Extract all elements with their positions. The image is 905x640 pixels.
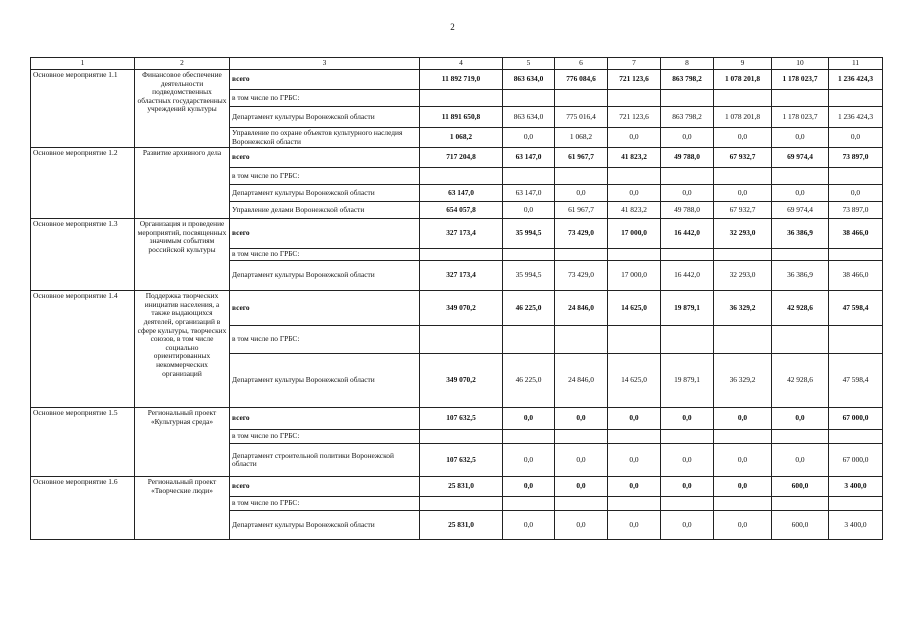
value-cell: 0,0 (503, 477, 555, 497)
value-cell: 47 598,4 (829, 291, 883, 326)
value-cell: 14 625,0 (608, 291, 661, 326)
value-cell: 600,0 (772, 511, 829, 540)
value-cell: 0,0 (829, 185, 883, 202)
value-cell (555, 326, 608, 354)
value-cell: 0,0 (503, 444, 555, 477)
value-cell: 19 879,1 (661, 354, 714, 408)
value-cell (661, 90, 714, 107)
value-cell: 327 173,4 (420, 261, 503, 291)
value-cell (829, 430, 883, 444)
value-cell: 35 994,5 (503, 261, 555, 291)
column-header: 8 (661, 58, 714, 70)
value-cell: 721 123,6 (608, 70, 661, 90)
value-cell: 11 892 719,0 (420, 70, 503, 90)
column-header: 6 (555, 58, 608, 70)
value-cell: 107 632,5 (420, 444, 503, 477)
event-name: Региональный проект «Культурная среда» (135, 408, 230, 477)
value-cell (829, 168, 883, 185)
value-cell: 1 068,2 (420, 128, 503, 148)
value-cell: 0,0 (661, 408, 714, 430)
value-cell (608, 249, 661, 261)
value-cell: 0,0 (608, 477, 661, 497)
value-cell: 17 000,0 (608, 219, 661, 249)
value-cell (608, 326, 661, 354)
value-cell: 1 236 424,3 (829, 107, 883, 128)
funding-source: Управление по охране объектов культурного наследия Воронежской области (230, 128, 420, 148)
value-cell: 16 442,0 (661, 219, 714, 249)
value-cell (714, 326, 772, 354)
table-row (31, 477, 883, 497)
value-cell (714, 430, 772, 444)
value-cell: 0,0 (555, 477, 608, 497)
value-cell: 67 000,0 (829, 444, 883, 477)
value-cell: 73 897,0 (829, 202, 883, 219)
value-cell (420, 168, 503, 185)
value-cell: 721 123,6 (608, 107, 661, 128)
value-cell: 0,0 (661, 185, 714, 202)
value-cell: 16 442,0 (661, 261, 714, 291)
table-row (31, 291, 883, 326)
event-name: Региональный проект «Творческие люди» (135, 477, 230, 540)
funding-source: Департамент культуры Воронежской области (230, 511, 420, 540)
header-row (31, 58, 883, 70)
event-name: Поддержка творческих инициатив населения, а также выдающихся деятелей, организаций в сфере культуры, творческих союзов, в том числе социально ориентированных некоммерческих организаций (135, 291, 230, 408)
value-cell: 35 994,5 (503, 219, 555, 249)
value-cell: 32 293,0 (714, 219, 772, 249)
value-cell: 47 598,4 (829, 354, 883, 408)
value-cell: 25 831,0 (420, 511, 503, 540)
value-cell: 69 974,4 (772, 202, 829, 219)
value-cell (555, 430, 608, 444)
value-cell (829, 249, 883, 261)
column-header: 5 (503, 58, 555, 70)
value-cell: 67 000,0 (829, 408, 883, 430)
value-cell: 0,0 (714, 444, 772, 477)
funding-source: в том числе по ГРБС: (230, 168, 420, 185)
value-cell (555, 168, 608, 185)
value-cell (829, 326, 883, 354)
value-cell: 73 429,0 (555, 261, 608, 291)
value-cell: 0,0 (555, 511, 608, 540)
value-cell: 0,0 (772, 444, 829, 477)
value-cell: 63 147,0 (420, 185, 503, 202)
value-cell (829, 497, 883, 511)
value-cell: 0,0 (555, 444, 608, 477)
value-cell: 717 204,8 (420, 148, 503, 168)
funding-source: Департамент культуры Воронежской области (230, 107, 420, 128)
value-cell (608, 168, 661, 185)
funding-source: Департамент культуры Воронежской области (230, 354, 420, 408)
funding-source: в том числе по ГРБС: (230, 249, 420, 261)
value-cell: 73 897,0 (829, 148, 883, 168)
value-cell (503, 430, 555, 444)
column-header: 10 (772, 58, 829, 70)
value-cell: 42 928,6 (772, 291, 829, 326)
value-cell: 61 967,7 (555, 148, 608, 168)
value-cell: 46 225,0 (503, 291, 555, 326)
value-cell: 24 846,0 (555, 291, 608, 326)
column-header: 1 (31, 58, 135, 70)
event-label: Основное мероприятие 1.2 (31, 148, 135, 219)
value-cell: 0,0 (503, 128, 555, 148)
value-cell (608, 90, 661, 107)
value-cell: 36 386,9 (772, 261, 829, 291)
funding-source: всего (230, 408, 420, 430)
funding-source: всего (230, 291, 420, 326)
value-cell: 38 466,0 (829, 261, 883, 291)
value-cell (420, 249, 503, 261)
value-cell (772, 90, 829, 107)
value-cell: 0,0 (608, 128, 661, 148)
column-header: 7 (608, 58, 661, 70)
value-cell (503, 326, 555, 354)
value-cell (772, 430, 829, 444)
column-header: 2 (135, 58, 230, 70)
value-cell: 0,0 (661, 444, 714, 477)
value-cell (772, 168, 829, 185)
value-cell: 0,0 (829, 128, 883, 148)
value-cell: 3 400,0 (829, 511, 883, 540)
page-number: 2 (450, 22, 455, 32)
value-cell: 863 634,0 (503, 70, 555, 90)
value-cell: 349 070,2 (420, 354, 503, 408)
value-cell (772, 326, 829, 354)
value-cell: 63 147,0 (503, 185, 555, 202)
value-cell: 11 891 650,8 (420, 107, 503, 128)
value-cell: 0,0 (714, 128, 772, 148)
value-cell (661, 168, 714, 185)
budget-table (30, 57, 883, 540)
value-cell: 654 057,8 (420, 202, 503, 219)
value-cell: 863 798,2 (661, 107, 714, 128)
event-label: Основное мероприятие 1.4 (31, 291, 135, 408)
value-cell: 0,0 (503, 202, 555, 219)
value-cell (503, 90, 555, 107)
value-cell: 24 846,0 (555, 354, 608, 408)
value-cell (420, 326, 503, 354)
value-cell: 0,0 (714, 477, 772, 497)
funding-source: всего (230, 70, 420, 90)
value-cell: 49 788,0 (661, 202, 714, 219)
table-row (31, 408, 883, 430)
value-cell: 25 831,0 (420, 477, 503, 497)
value-cell: 1 178 023,7 (772, 70, 829, 90)
table-row (31, 219, 883, 249)
value-cell: 0,0 (714, 185, 772, 202)
value-cell: 67 932,7 (714, 202, 772, 219)
event-label: Основное мероприятие 1.6 (31, 477, 135, 540)
value-cell (661, 326, 714, 354)
event-name: Развитие архивного дела (135, 148, 230, 219)
value-cell: 17 000,0 (608, 261, 661, 291)
funding-source: Департамент культуры Воронежской области (230, 185, 420, 202)
value-cell: 0,0 (608, 408, 661, 430)
value-cell: 41 823,2 (608, 202, 661, 219)
value-cell: 49 788,0 (661, 148, 714, 168)
value-cell (608, 430, 661, 444)
value-cell: 349 070,2 (420, 291, 503, 326)
value-cell (661, 249, 714, 261)
value-cell: 0,0 (608, 511, 661, 540)
event-name: Организация и проведение мероприятий, посвященных значимым событиям российской культуры (135, 219, 230, 291)
value-cell (420, 497, 503, 511)
value-cell (714, 249, 772, 261)
value-cell: 69 974,4 (772, 148, 829, 168)
column-header: 9 (714, 58, 772, 70)
value-cell: 0,0 (555, 185, 608, 202)
column-header: 11 (829, 58, 883, 70)
value-cell (555, 249, 608, 261)
value-cell: 0,0 (661, 477, 714, 497)
value-cell: 775 016,4 (555, 107, 608, 128)
value-cell: 0,0 (608, 185, 661, 202)
value-cell: 0,0 (772, 185, 829, 202)
value-cell (714, 90, 772, 107)
funding-source: Департамент строительной политики Воронежской области (230, 444, 420, 477)
value-cell (503, 249, 555, 261)
funding-source: в том числе по ГРБС: (230, 497, 420, 511)
value-cell: 1 068,2 (555, 128, 608, 148)
funding-source: Управление делами Воронежской области (230, 202, 420, 219)
value-cell: 67 932,7 (714, 148, 772, 168)
value-cell: 1 236 424,3 (829, 70, 883, 90)
value-cell: 1 078 201,8 (714, 107, 772, 128)
value-cell: 0,0 (555, 408, 608, 430)
value-cell (555, 497, 608, 511)
value-cell (503, 168, 555, 185)
value-cell (829, 90, 883, 107)
value-cell: 61 967,7 (555, 202, 608, 219)
event-name: Финансовое обеспечение деятельности подведомственных областных государственных учреждений культуры (135, 70, 230, 148)
value-cell: 863 634,0 (503, 107, 555, 128)
value-cell (420, 430, 503, 444)
value-cell: 63 147,0 (503, 148, 555, 168)
funding-source: в том числе по ГРБС: (230, 326, 420, 354)
value-cell: 0,0 (503, 511, 555, 540)
funding-source: в том числе по ГРБС: (230, 90, 420, 107)
table-row (31, 148, 883, 168)
value-cell (714, 168, 772, 185)
value-cell (714, 497, 772, 511)
column-header: 3 (230, 58, 420, 70)
value-cell: 3 400,0 (829, 477, 883, 497)
value-cell: 327 173,4 (420, 219, 503, 249)
funding-source: Департамент культуры Воронежской области (230, 261, 420, 291)
value-cell (555, 90, 608, 107)
event-label: Основное мероприятие 1.5 (31, 408, 135, 477)
value-cell: 36 329,2 (714, 354, 772, 408)
funding-source: всего (230, 148, 420, 168)
value-cell: 0,0 (772, 128, 829, 148)
value-cell: 0,0 (661, 128, 714, 148)
value-cell: 776 084,6 (555, 70, 608, 90)
value-cell: 41 823,2 (608, 148, 661, 168)
value-cell: 0,0 (608, 444, 661, 477)
value-cell: 14 625,0 (608, 354, 661, 408)
value-cell: 0,0 (661, 511, 714, 540)
value-cell (503, 497, 555, 511)
value-cell: 36 386,9 (772, 219, 829, 249)
value-cell: 19 879,1 (661, 291, 714, 326)
value-cell (608, 497, 661, 511)
funding-source: всего (230, 219, 420, 249)
funding-source: в том числе по ГРБС: (230, 430, 420, 444)
value-cell: 107 632,5 (420, 408, 503, 430)
value-cell (420, 90, 503, 107)
value-cell: 600,0 (772, 477, 829, 497)
table-body (31, 58, 883, 540)
value-cell: 73 429,0 (555, 219, 608, 249)
value-cell (661, 430, 714, 444)
funding-source: всего (230, 477, 420, 497)
value-cell: 36 329,2 (714, 291, 772, 326)
value-cell: 32 293,0 (714, 261, 772, 291)
value-cell (661, 497, 714, 511)
value-cell: 46 225,0 (503, 354, 555, 408)
value-cell: 0,0 (714, 408, 772, 430)
value-cell: 0,0 (772, 408, 829, 430)
value-cell: 1 178 023,7 (772, 107, 829, 128)
event-label: Основное мероприятие 1.1 (31, 70, 135, 148)
value-cell (772, 497, 829, 511)
value-cell: 1 078 201,8 (714, 70, 772, 90)
value-cell: 0,0 (503, 408, 555, 430)
table-row (31, 70, 883, 90)
event-label: Основное мероприятие 1.3 (31, 219, 135, 291)
value-cell: 38 466,0 (829, 219, 883, 249)
column-header: 4 (420, 58, 503, 70)
value-cell: 42 928,6 (772, 354, 829, 408)
value-cell: 863 798,2 (661, 70, 714, 90)
value-cell: 0,0 (714, 511, 772, 540)
value-cell (772, 249, 829, 261)
